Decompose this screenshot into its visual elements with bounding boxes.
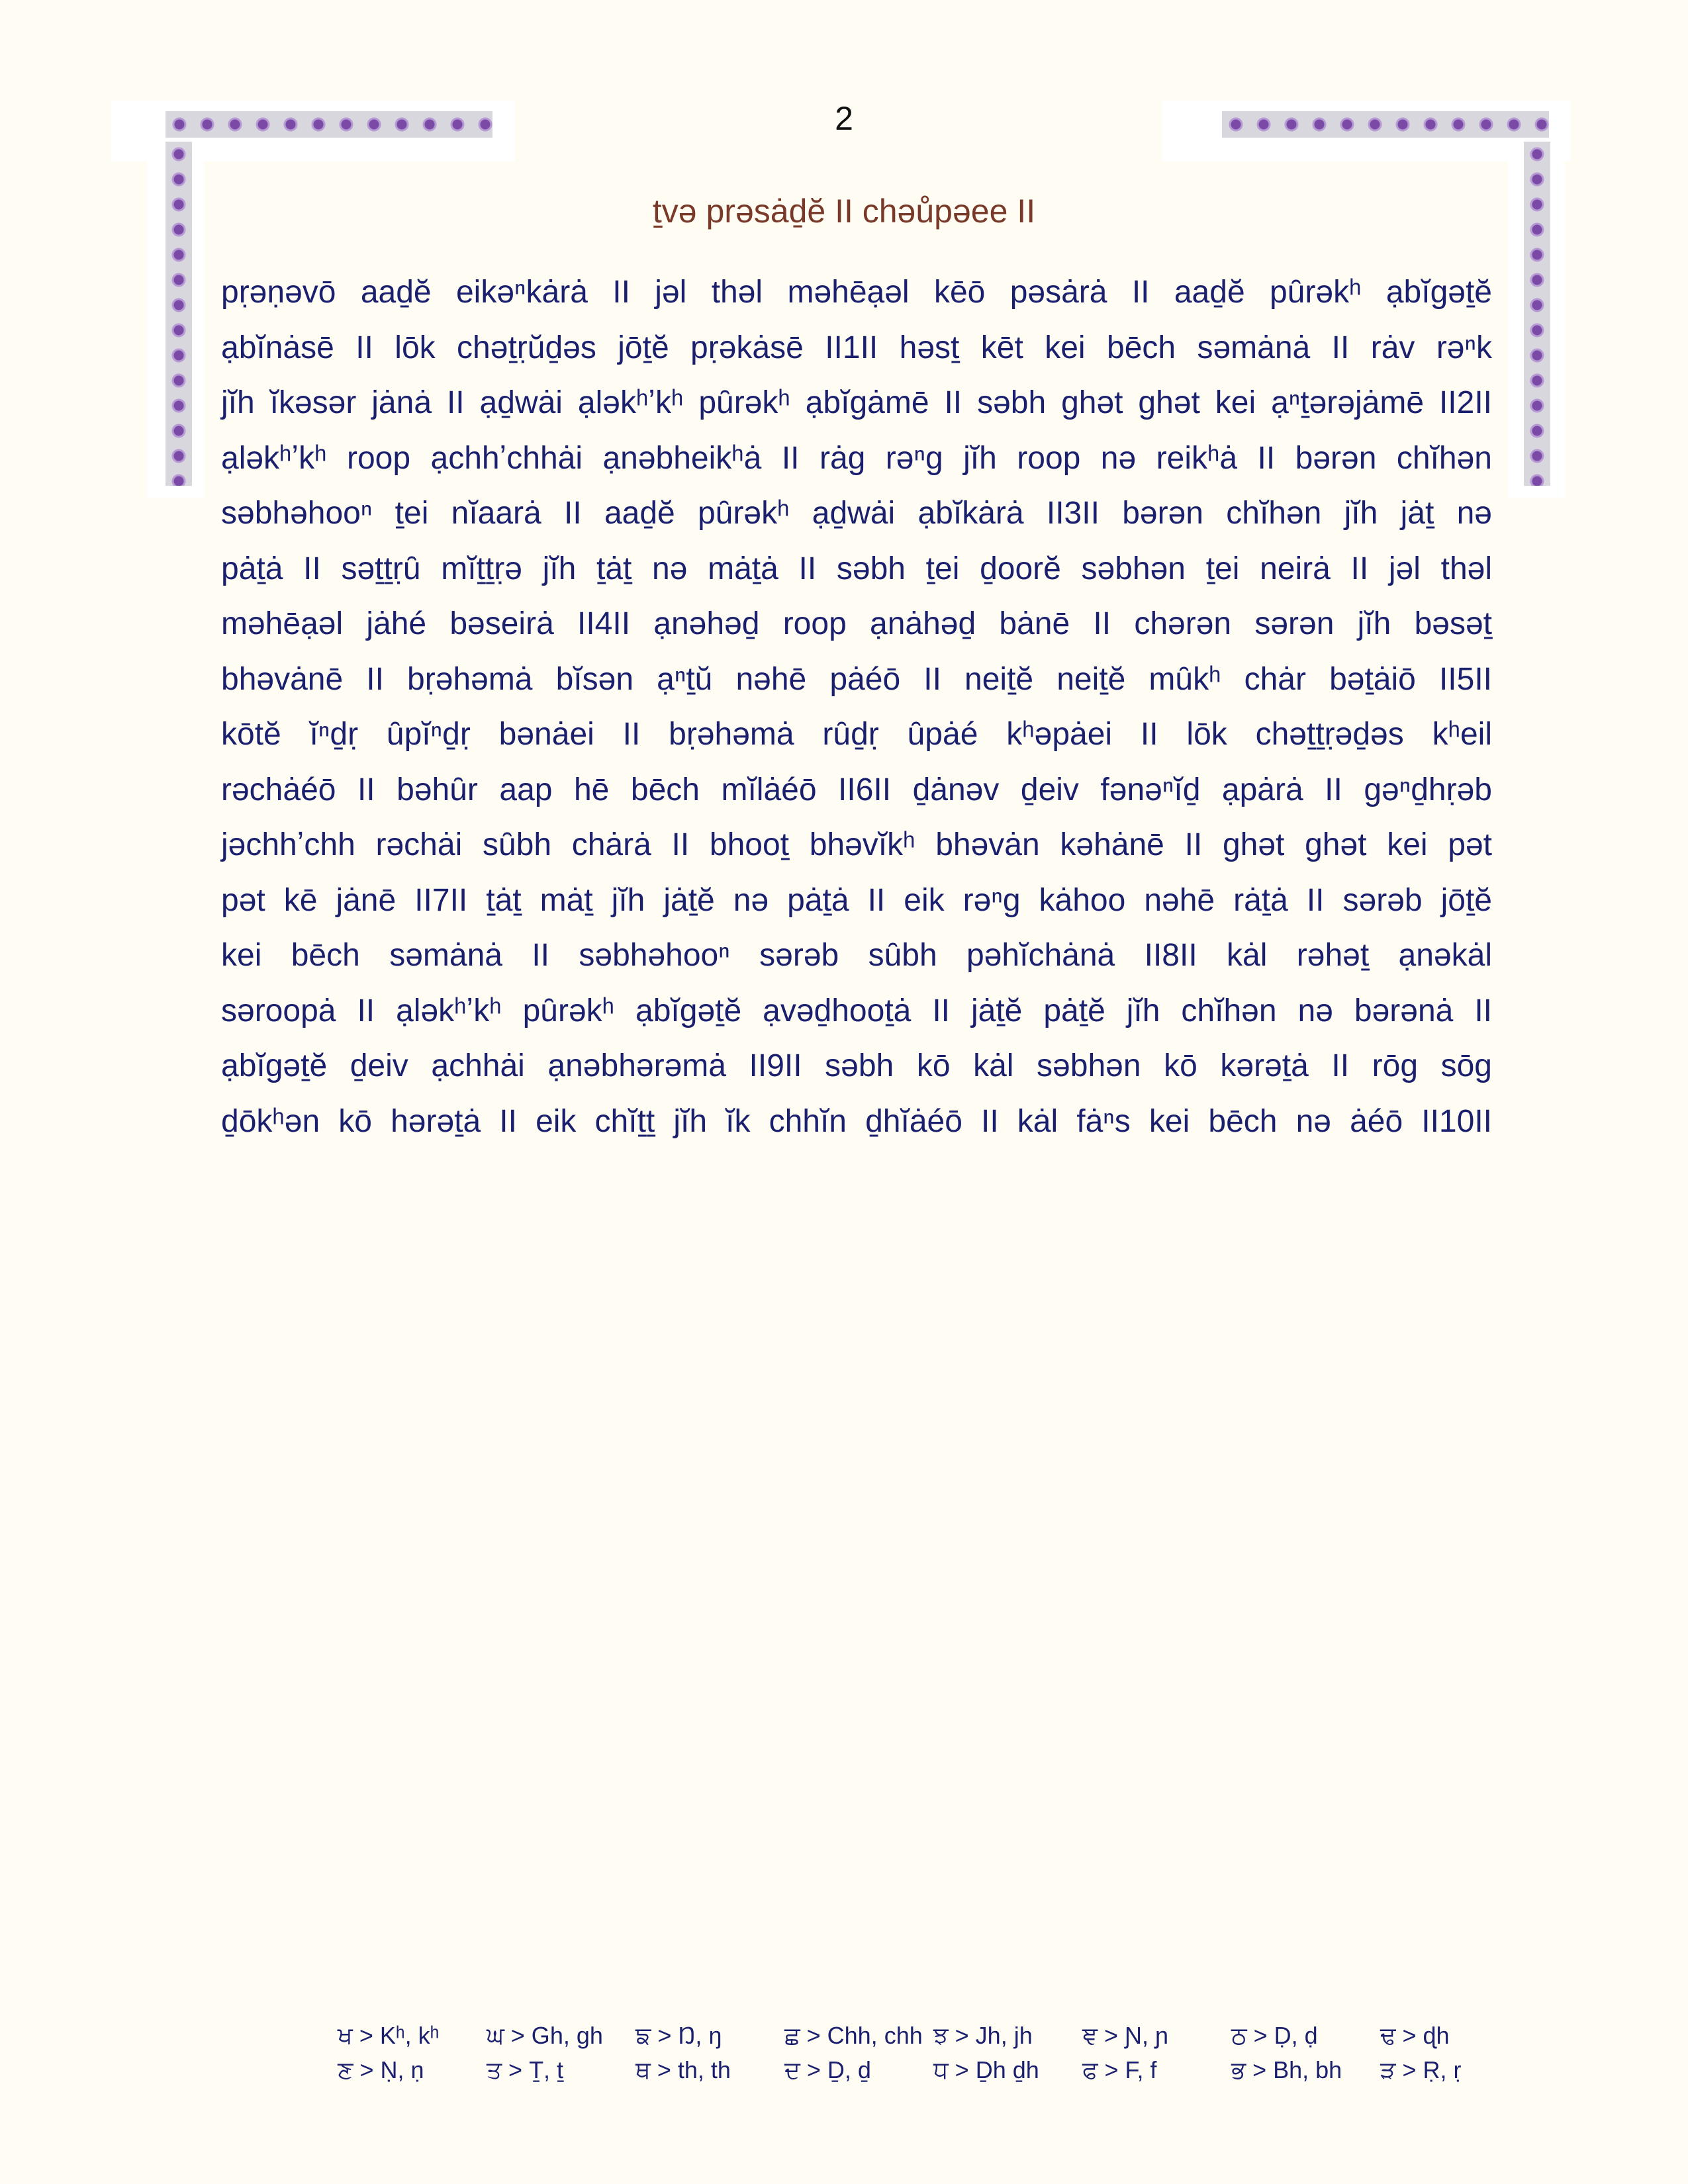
page-number: 2 [835,100,853,137]
text-line: ạləkʰʼkʰ roop ạchhʼchhȧi ạnəbheikʰȧ II rȧg rəⁿg jĭh roop nə reikʰȧ II bərən chĭhən [221,440,1492,476]
legend-item: ਤ > Ṯ, ṯ [487,2056,564,2083]
legend-item: ਘ > Gh, gh [487,2022,603,2049]
legend-item: ਫ > F, f [1082,2056,1157,2083]
ornament-border-top-right [1222,111,1549,138]
text-line: rəchȧéō II bəhȗr aap hē bēch mĭlȧéō II6II ḏȧnəv ḏeiv fənəⁿĭḏ ạpȧrȧ II gəⁿḏhṛəb [221,772,1492,807]
text-line: jəchhʼchh rəchȧi sȗbh chȧrȧ II bhooṯ bhəvĭkʰ bhəvȧn kəhȧnē II ghət ghət kei pət [221,827,1492,862]
text-line: səroopȧ II ạləkʰʼkʰ pȗrəkʰ ạbĭgəṯĕ ạvəḏhooṯȧ II jȧṯĕ pȧṯĕ jĭh chĭhən nə bərənȧ II [221,993,1492,1028]
legend-item: ਛ > Chh, chh [784,2022,923,2049]
body-text [221,265,1492,1149]
legend-item: ਢ > ɖh [1380,2022,1450,2049]
legend-item: ਞ > Ɲ, ɲ [1082,2022,1169,2049]
legend-item: ਙ > Ŋ, ŋ [635,2022,722,2049]
transliteration-legend [338,2022,1529,2091]
text-line: jĭh ĭkəsər jȧnȧ II ạḏwȧi ạləkʰʼkʰ pȗrəkʰ ạbĭgȧmē II səbh ghət ghət kei ạⁿṯərəjȧmē II2II [221,385,1492,420]
legend-item: ਭ > Bh, bh [1231,2056,1342,2083]
legend-item: ਠ > Ḍ, ḍ [1231,2022,1318,2049]
legend-item: ਦ > Ḏ, ḏ [784,2056,871,2083]
legend-item: ਧ > Ḏh ḏh [933,2056,1039,2083]
text-line: səbhəhooⁿ ṯei nĭaarȧ II aaḏĕ pȗrəkʰ ạḏwȧi ạbĭkȧrȧ II3II bərən chĭhən jĭh jȧṯ nə [221,496,1492,531]
ornament-border-top-left [165,111,492,138]
text-line: bhəvȧnē II bṛəhəmȧ bĭsən ạⁿṯŭ nəhē pȧéō II neiṯĕ neiṯĕ mȗkʰ chȧr bəṯȧiō II5II [221,661,1492,697]
text-line: ạbĭnȧsē II lōk chəṯṛŭḏəs jōṯĕ pṛəkȧsē II1II həsṯ kēt kei bēch səmȧnȧ II rȧv rəⁿk [221,330,1492,365]
text-line: kei bēch səmȧnȧ II səbhəhooⁿ sərəb sȗbh pəhĭchȧnȧ II8II kȧl rəhəṯ ạnəkȧl [221,938,1492,973]
legend-row [338,2056,1529,2091]
legend-item: ਖ > Kʰ, kʰ [338,2022,440,2049]
legend-item: ਥ > th, th [635,2056,731,2083]
text-line: ḏōkʰən kō hərəṯȧ II eik chĭṯṯ jĭh ĭk chhĭn ḏhĭȧéō II kȧl fȧⁿs kei bēch nə ȧéō II10II [221,1103,1492,1139]
text-line: məhēạəl jȧhé bəseirȧ II4II ạnəhəḏ roop ạnȧhəḏ bȧnē II chərən sərən jĭh bəsəṯ [221,606,1492,641]
text-line: pət kē jȧnē II7II ṯȧṯ mȧṯ jĭh jȧṯĕ nə pȧṯȧ II eik rəⁿg kȧhoo nəhē rȧṯȧ II sərəb jōṯĕ [221,882,1492,918]
section-title: ṯvə prəsȧḏĕ II chəůpəee II [652,193,1036,230]
legend-item: ੜ > Ṛ, ṛ [1380,2056,1462,2083]
text-line: kōtĕ ĭⁿḏṛ ȗpĭⁿḏṛ bənȧei II bṛəhəmȧ rȗḏṛ ȗpȧé kʰəpȧei II lōk chəṯṯṛəḏəs kʰeil [221,717,1492,752]
text-line: pṛəṇəvō aaḏĕ eikəⁿkȧrȧ II jəl thəl məhēạəl kēō pəsȧrȧ II aaḏĕ pȗrəkʰ ạbĭgəṯĕ [221,275,1492,310]
legend-item: ਣ > Ṇ, ṇ [338,2056,424,2083]
text-line: pȧṯȧ II səṯṯṛȗ mĭṯṯṛə jĭh ṯȧṯ nə mȧṯȧ II səbh ṯei ḏoorĕ səbhən ṯei neirȧ II jəl thəl [221,551,1492,586]
text-line: ạbĭgəṯĕ ḏeiv ạchhȧi ạnəbhərəmȧ II9II səbh kō kȧl səbhən kō kərəṯȧ II rōg sōg [221,1048,1492,1083]
legend-item: ਝ > Jh, jh [933,2022,1033,2049]
legend-row [338,2022,1529,2056]
